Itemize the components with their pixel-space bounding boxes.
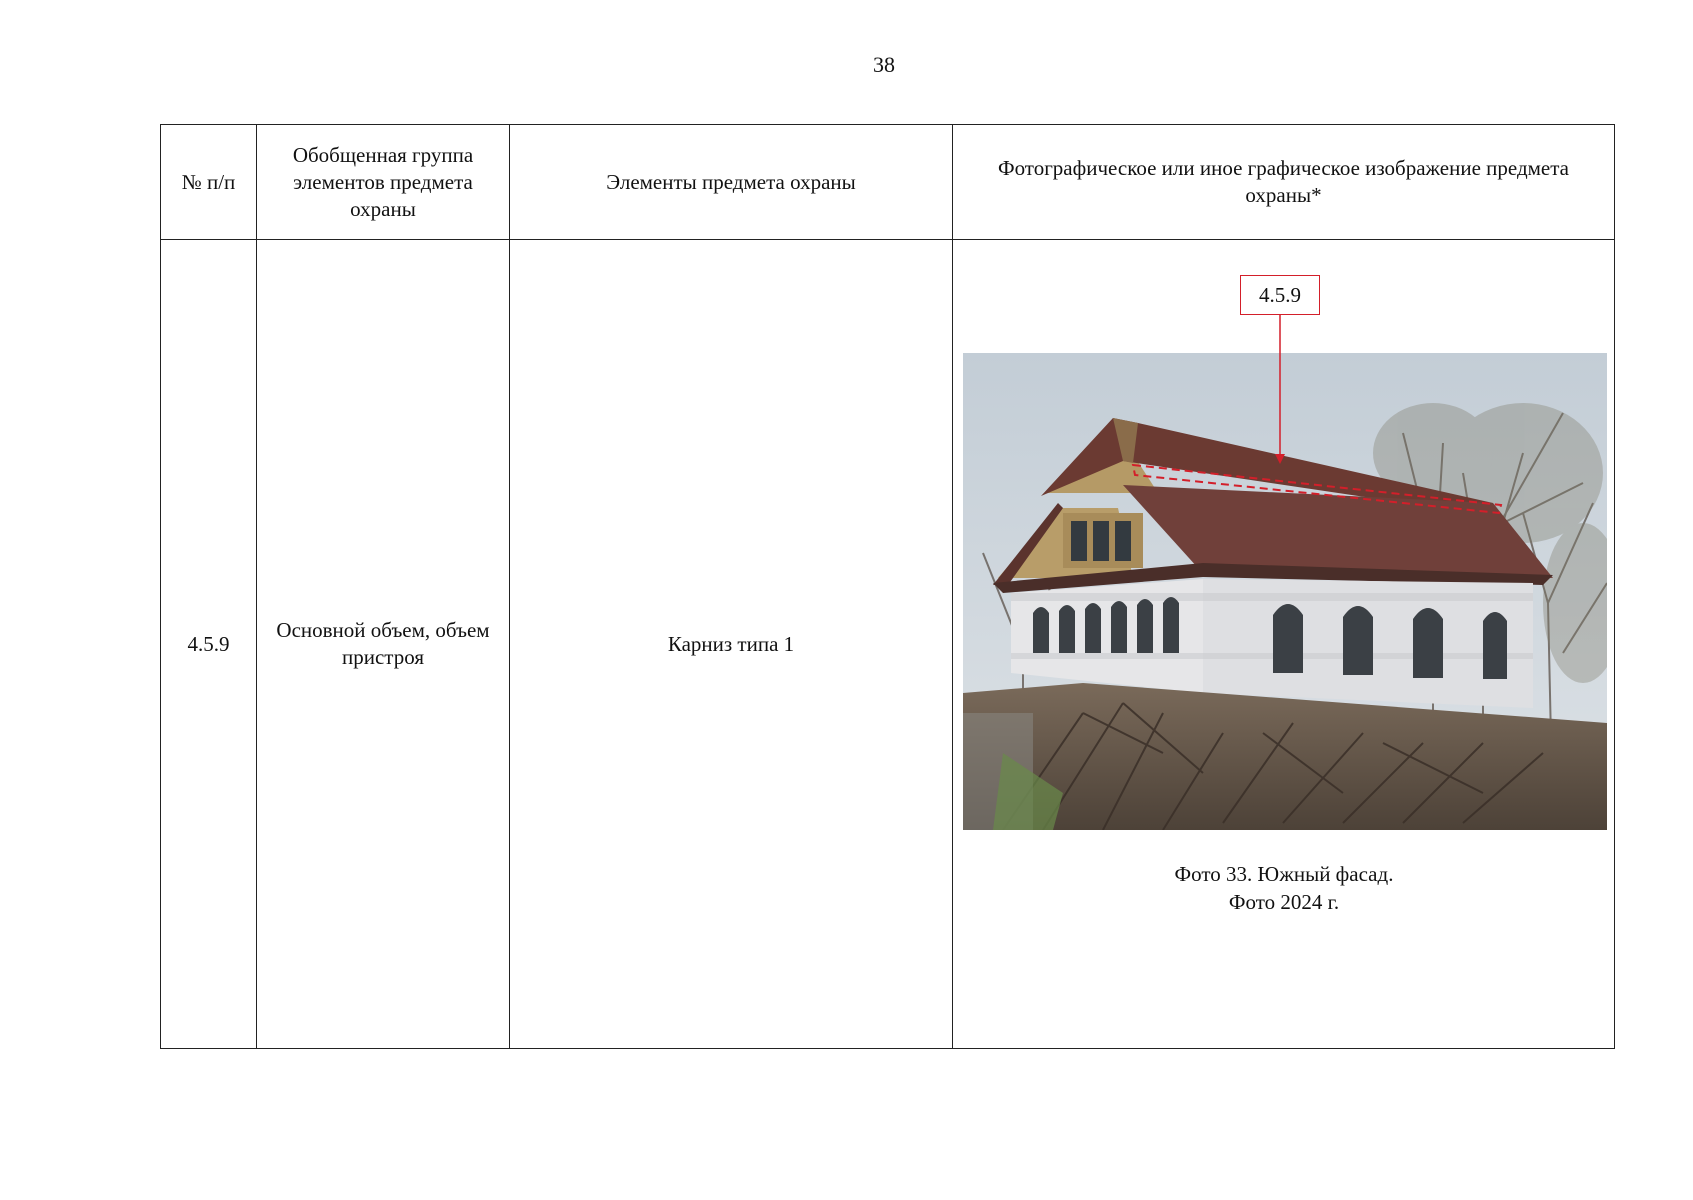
header-group: Обобщенная группа элементов предмета охраны <box>257 125 510 240</box>
callout-label: 4.5.9 <box>1240 275 1320 315</box>
header-number: № п/п <box>161 125 257 240</box>
header-elements: Элементы предмета охраны <box>510 125 953 240</box>
caption-line-1: Фото 33. Южный фасад. <box>1174 862 1394 886</box>
row-number: 4.5.9 <box>161 240 257 1049</box>
row-group: Основной объем, объем пристроя <box>257 240 510 1049</box>
row-element: Карниз типа 1 <box>510 240 953 1049</box>
header-image: Фотографическое или иное графическое изображение предмета охраны* <box>953 125 1615 240</box>
table-row <box>161 240 1615 1049</box>
protection-table <box>160 124 1615 1049</box>
row-photo-cell <box>953 240 1615 1049</box>
house-photo <box>963 353 1607 830</box>
page-number: 38 <box>873 52 895 77</box>
caption-line-2: Фото 2024 г. <box>1228 890 1340 914</box>
table-header-row <box>161 125 1615 240</box>
photo-caption <box>953 860 1615 916</box>
